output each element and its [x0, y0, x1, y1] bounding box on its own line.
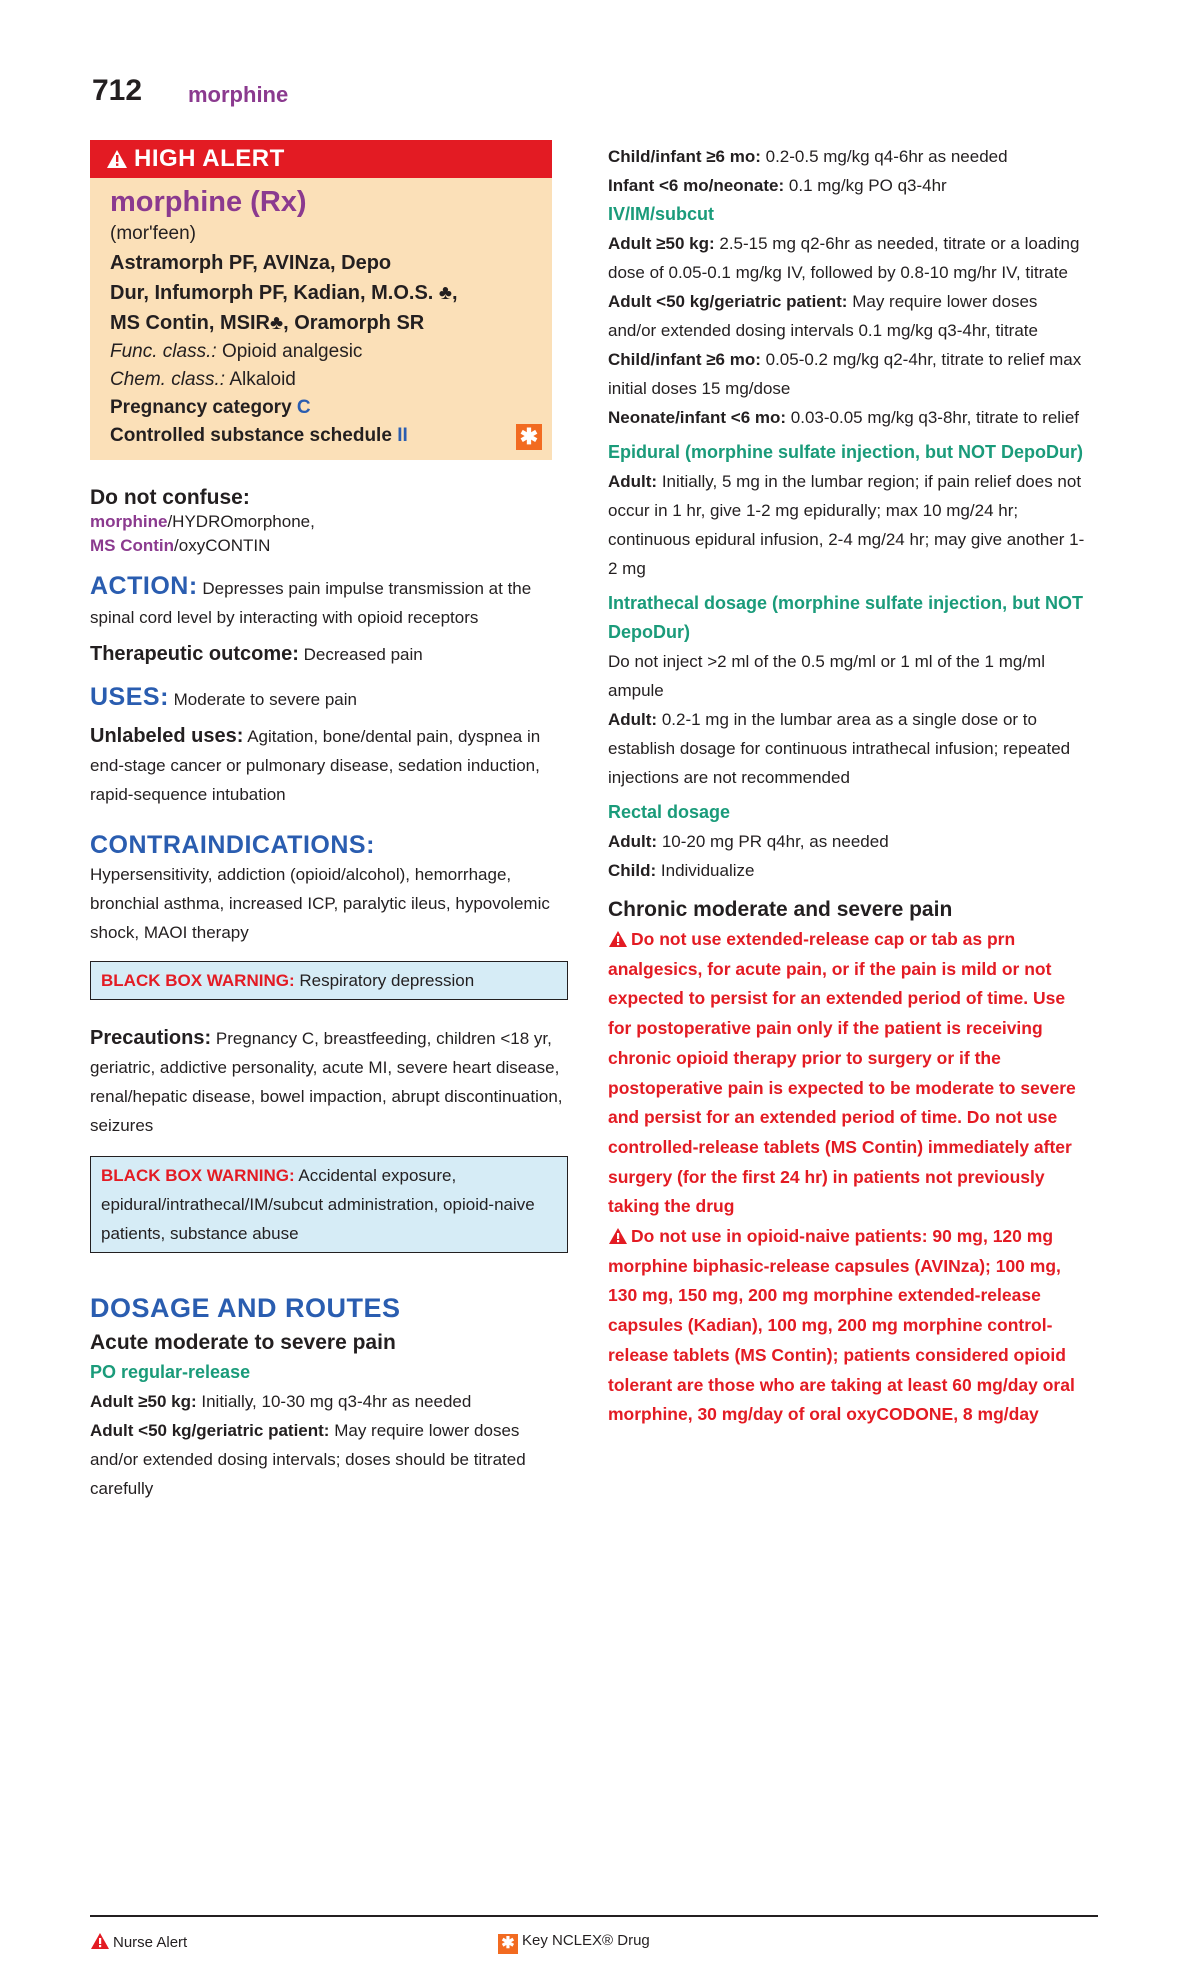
high-alert-box [90, 140, 552, 460]
black-box-warning [90, 1156, 568, 1253]
high-alert-banner [90, 140, 552, 178]
dose-label: Neonate/infant <6 mo: [608, 408, 787, 427]
uses-section [90, 683, 568, 714]
warning-text: Do not use extended-release cap or tab as prn analgesics, for acute pain, or if the pain is mild or not expected to persist for an extended period of time. Use for postoperative pain only if the patient is receiving chronic opioid therapy prior to surgery or if the postoperative pain is expected to be moderate to severe and persist for an extended period of time. Do not use controlled-release tablets (MS Contin) immediately after surgery (for the first 24 hr) in patients not previously taking the drug [608, 929, 1076, 1217]
dose-text: 0.05-0.2 mg/kg q2-4hr, titrate to relief max initial doses 15 mg/dose [608, 350, 1082, 398]
dose-entry [608, 229, 1088, 287]
nurse-alert-icon [608, 1227, 628, 1245]
dosage-heading: DOSAGE AND ROUTES [90, 1293, 401, 1323]
dose-label: Adult <50 kg/geriatric patient: [608, 292, 848, 311]
chronic-pain-heading: Chronic moderate and severe pain [608, 898, 953, 921]
unlabeled-text: Agitation, bone/dental pain, dyspnea in end-stage cancer or pulmonary disease, sedation induction, rapid-sequence intubation [90, 727, 541, 804]
page-running-title: morphine [188, 82, 289, 107]
contraindications-heading: CONTRAINDICATIONS: [90, 831, 375, 859]
key-drug-label: Key NCLEX® Drug [522, 1932, 650, 1949]
intrathecal-note: Do not inject >2 ml of the 0.5 mg/ml or 1 ml of the 1 mg/ml ampule [608, 652, 1045, 700]
dose-text: 2.5-15 mg q2-6hr as needed, titrate or a loading dose of 0.05-0.1 mg/kg IV, followed by 0.8-10 mg/hr IV, titrate [608, 234, 1080, 282]
bbw-text: Accidental exposure, epidural/intrathecal/IM/subcut administration, opioid-naive patients, substance abuse [101, 1166, 535, 1243]
chemical-class [110, 366, 532, 394]
rectal-heading: Rectal dosage [608, 802, 731, 822]
dose-entry [608, 705, 1088, 792]
chem-class-label: Chem. class.: [110, 369, 226, 390]
therapeutic-outcome [90, 640, 568, 669]
dose-text: Initially, 10-30 mg q3-4hr as needed [201, 1392, 472, 1411]
dose-entry [608, 467, 1088, 583]
dose-text: 10-20 mg PR q4hr, as needed [661, 832, 889, 851]
contraindications-text: Hypersensitivity, addiction (opioid/alcohol), hemorrhage, bronchial asthma, increased ICP, paralytic ileus, hypovolemic shock, MAOI therapy [90, 865, 550, 942]
pregnancy-category [110, 394, 532, 422]
dose-entry [608, 403, 1088, 432]
bbw-text: Respiratory depression [299, 971, 475, 990]
right-column [608, 142, 1088, 1430]
confuse-drug: MS Contin [90, 536, 175, 555]
confuse-pair: /oxyCONTIN [174, 536, 271, 555]
precautions-label: Precautions: [90, 1027, 212, 1049]
unlabeled-uses [90, 722, 568, 809]
dose-entry [90, 1416, 568, 1503]
precautions-text: Pregnancy C, breastfeeding, children <18 yr, geriatric, addictive personality, acute MI, severe heart disease, renal/hepatic disease, bowel impaction, abrupt discontinuation, seizures [90, 1029, 563, 1135]
dose-label: Adult ≥50 kg: [90, 1392, 197, 1411]
brand-names-text: Dur, Infumorph PF, Kadian, M.O.S. [110, 282, 434, 304]
dose-label: Child/infant ≥6 mo: [608, 147, 761, 166]
dose-entry [608, 856, 1088, 885]
action-section [90, 572, 568, 632]
canada-maple-leaf-icon: ♣ [438, 282, 453, 304]
footer-nurse-alert-legend [90, 1932, 187, 1951]
dose-entry [608, 287, 1088, 345]
controlled-value: II [397, 425, 408, 446]
footer-key-drug-legend [498, 1932, 650, 1954]
functional-class [110, 338, 532, 366]
chem-class-value: Alkaloid [229, 369, 296, 390]
po-regular-heading: PO regular-release [90, 1362, 251, 1382]
therapeutic-text: Decreased pain [303, 645, 423, 664]
dose-entry [608, 171, 1088, 200]
dose-text: 0.2-0.5 mg/kg q4-6hr as needed [765, 147, 1008, 166]
canada-maple-leaf-icon: ♣ [269, 312, 284, 334]
drug-name: morphine (Rx) [110, 186, 307, 218]
precautions-section [90, 1024, 568, 1140]
acute-pain-heading: Acute moderate to severe pain [90, 1331, 396, 1354]
iv-heading: IV/IM/subcut [608, 204, 715, 224]
do-not-confuse-line [90, 534, 568, 558]
controlled-substance [110, 422, 532, 450]
action-text: Depresses pain impulse transmission at the spinal cord level by interacting with opioid receptors [90, 579, 532, 627]
black-box-warning [90, 961, 568, 1000]
key-drug-icon: ✱ [498, 1934, 518, 1954]
footer-rule [90, 1915, 1098, 1917]
func-class-value: Opioid analgesic [221, 341, 363, 362]
do-not-confuse-title: Do not confuse: [90, 486, 250, 509]
controlled-label: Controlled substance schedule [110, 425, 392, 446]
dose-label: Adult: [608, 710, 658, 729]
nurse-alert-warning [608, 1222, 1088, 1430]
do-not-confuse-line [90, 510, 568, 534]
brand-names-text: , Oramorph SR [283, 312, 425, 334]
func-class-label: Func. class.: [110, 341, 217, 362]
brand-names-text: MS Contin, MSIR [110, 312, 270, 334]
uses-heading: USES: [90, 683, 169, 711]
dose-entry [608, 142, 1088, 171]
nurse-alert-label: Nurse Alert [113, 1934, 188, 1951]
dose-text: May require lower doses and/or extended dosing intervals 0.1 mg/kg q3-4hr, titrate [608, 292, 1038, 340]
epidural-heading: Epidural (morphine sulfate injection, but NOT DepoDur) [608, 442, 1084, 462]
high-alert-label: HIGH ALERT [134, 145, 285, 172]
therapeutic-label: Therapeutic outcome: [90, 643, 299, 665]
nurse-alert-icon [608, 930, 628, 948]
dose-text: Individualize [660, 861, 755, 880]
confuse-drug: morphine [90, 512, 168, 531]
dose-label: Child/infant ≥6 mo: [608, 350, 761, 369]
brand-names-line-3 [110, 308, 532, 338]
unlabeled-label: Unlabeled uses: [90, 725, 244, 747]
dose-label: Infant <6 mo/neonate: [608, 176, 785, 195]
warning-text: Do not use in opioid-naive patients: 90 mg, 120 mg morphine biphasic-release capsules (AVINza); 100 mg, 130 mg, 150 mg, 200 mg morphine extended-release capsules (Kadian), 100 mg, 200 mg morphine control-release tablets (MS Contin); patients considered opioid tolerant are those who are taking at least 60 mg/day oral morphine, 30 mg/day of oral oxyCODONE, 8 mg/day [608, 1226, 1075, 1425]
left-column [90, 140, 568, 1503]
uses-text: Moderate to severe pain [173, 690, 357, 709]
drug-summary [90, 178, 552, 460]
dose-label: Adult: [608, 472, 658, 491]
dose-entry [608, 827, 1088, 856]
bbw-label: BLACK BOX WARNING: [101, 1166, 295, 1185]
action-heading: ACTION: [90, 572, 198, 600]
dose-text: 0.03-0.05 mg/kg q3-8hr, titrate to relief [790, 408, 1080, 427]
pregnancy-label: Pregnancy category [110, 397, 292, 418]
pregnancy-value: C [296, 397, 311, 418]
alert-triangle-icon [106, 149, 128, 169]
dose-entry [90, 1387, 568, 1416]
brand-names-line-2: Dur, Infumorph PF, Kadian, M.O.S. ♣, [110, 282, 458, 304]
key-drug-icon: ✱ [516, 424, 542, 450]
dose-label: Adult: [608, 832, 658, 851]
bbw-label: BLACK BOX WARNING: [101, 971, 295, 990]
dose-entry [608, 345, 1088, 403]
dose-text: Initially, 5 mg in the lumbar region; if pain relief does not occur in 1 hr, give 1-2 mg epidurally; max 10 mg/24 hr; continuous epidural infusion, 2-4 mg/24 hr; may give another 1-2 mg [608, 472, 1085, 578]
pronunciation: (mor'feen) [110, 223, 196, 244]
page-number: 712 [92, 74, 143, 107]
dose-text: 0.2-1 mg in the lumbar area as a single dose or to establish dosage for continuous intrathecal infusion; repeated injections are not recommended [608, 710, 1071, 787]
intrathecal-heading: Intrathecal dosage (morphine sulfate injection, but NOT DepoDur) [608, 593, 1084, 642]
confuse-pair: /HYDROmorphone, [167, 512, 315, 531]
nurse-alert-icon [90, 1932, 110, 1950]
dose-label: Child: [608, 861, 657, 880]
dose-text: May require lower doses and/or extended dosing intervals; doses should be titrated carefully [90, 1421, 526, 1498]
brand-names-line-1: Astramorph PF, AVINza, Depo [110, 252, 392, 274]
dose-text: 0.1 mg/kg PO q3-4hr [788, 176, 947, 195]
dose-label: Adult <50 kg/geriatric patient: [90, 1421, 330, 1440]
dose-label: Adult ≥50 kg: [608, 234, 715, 253]
nurse-alert-warning [608, 925, 1088, 1222]
